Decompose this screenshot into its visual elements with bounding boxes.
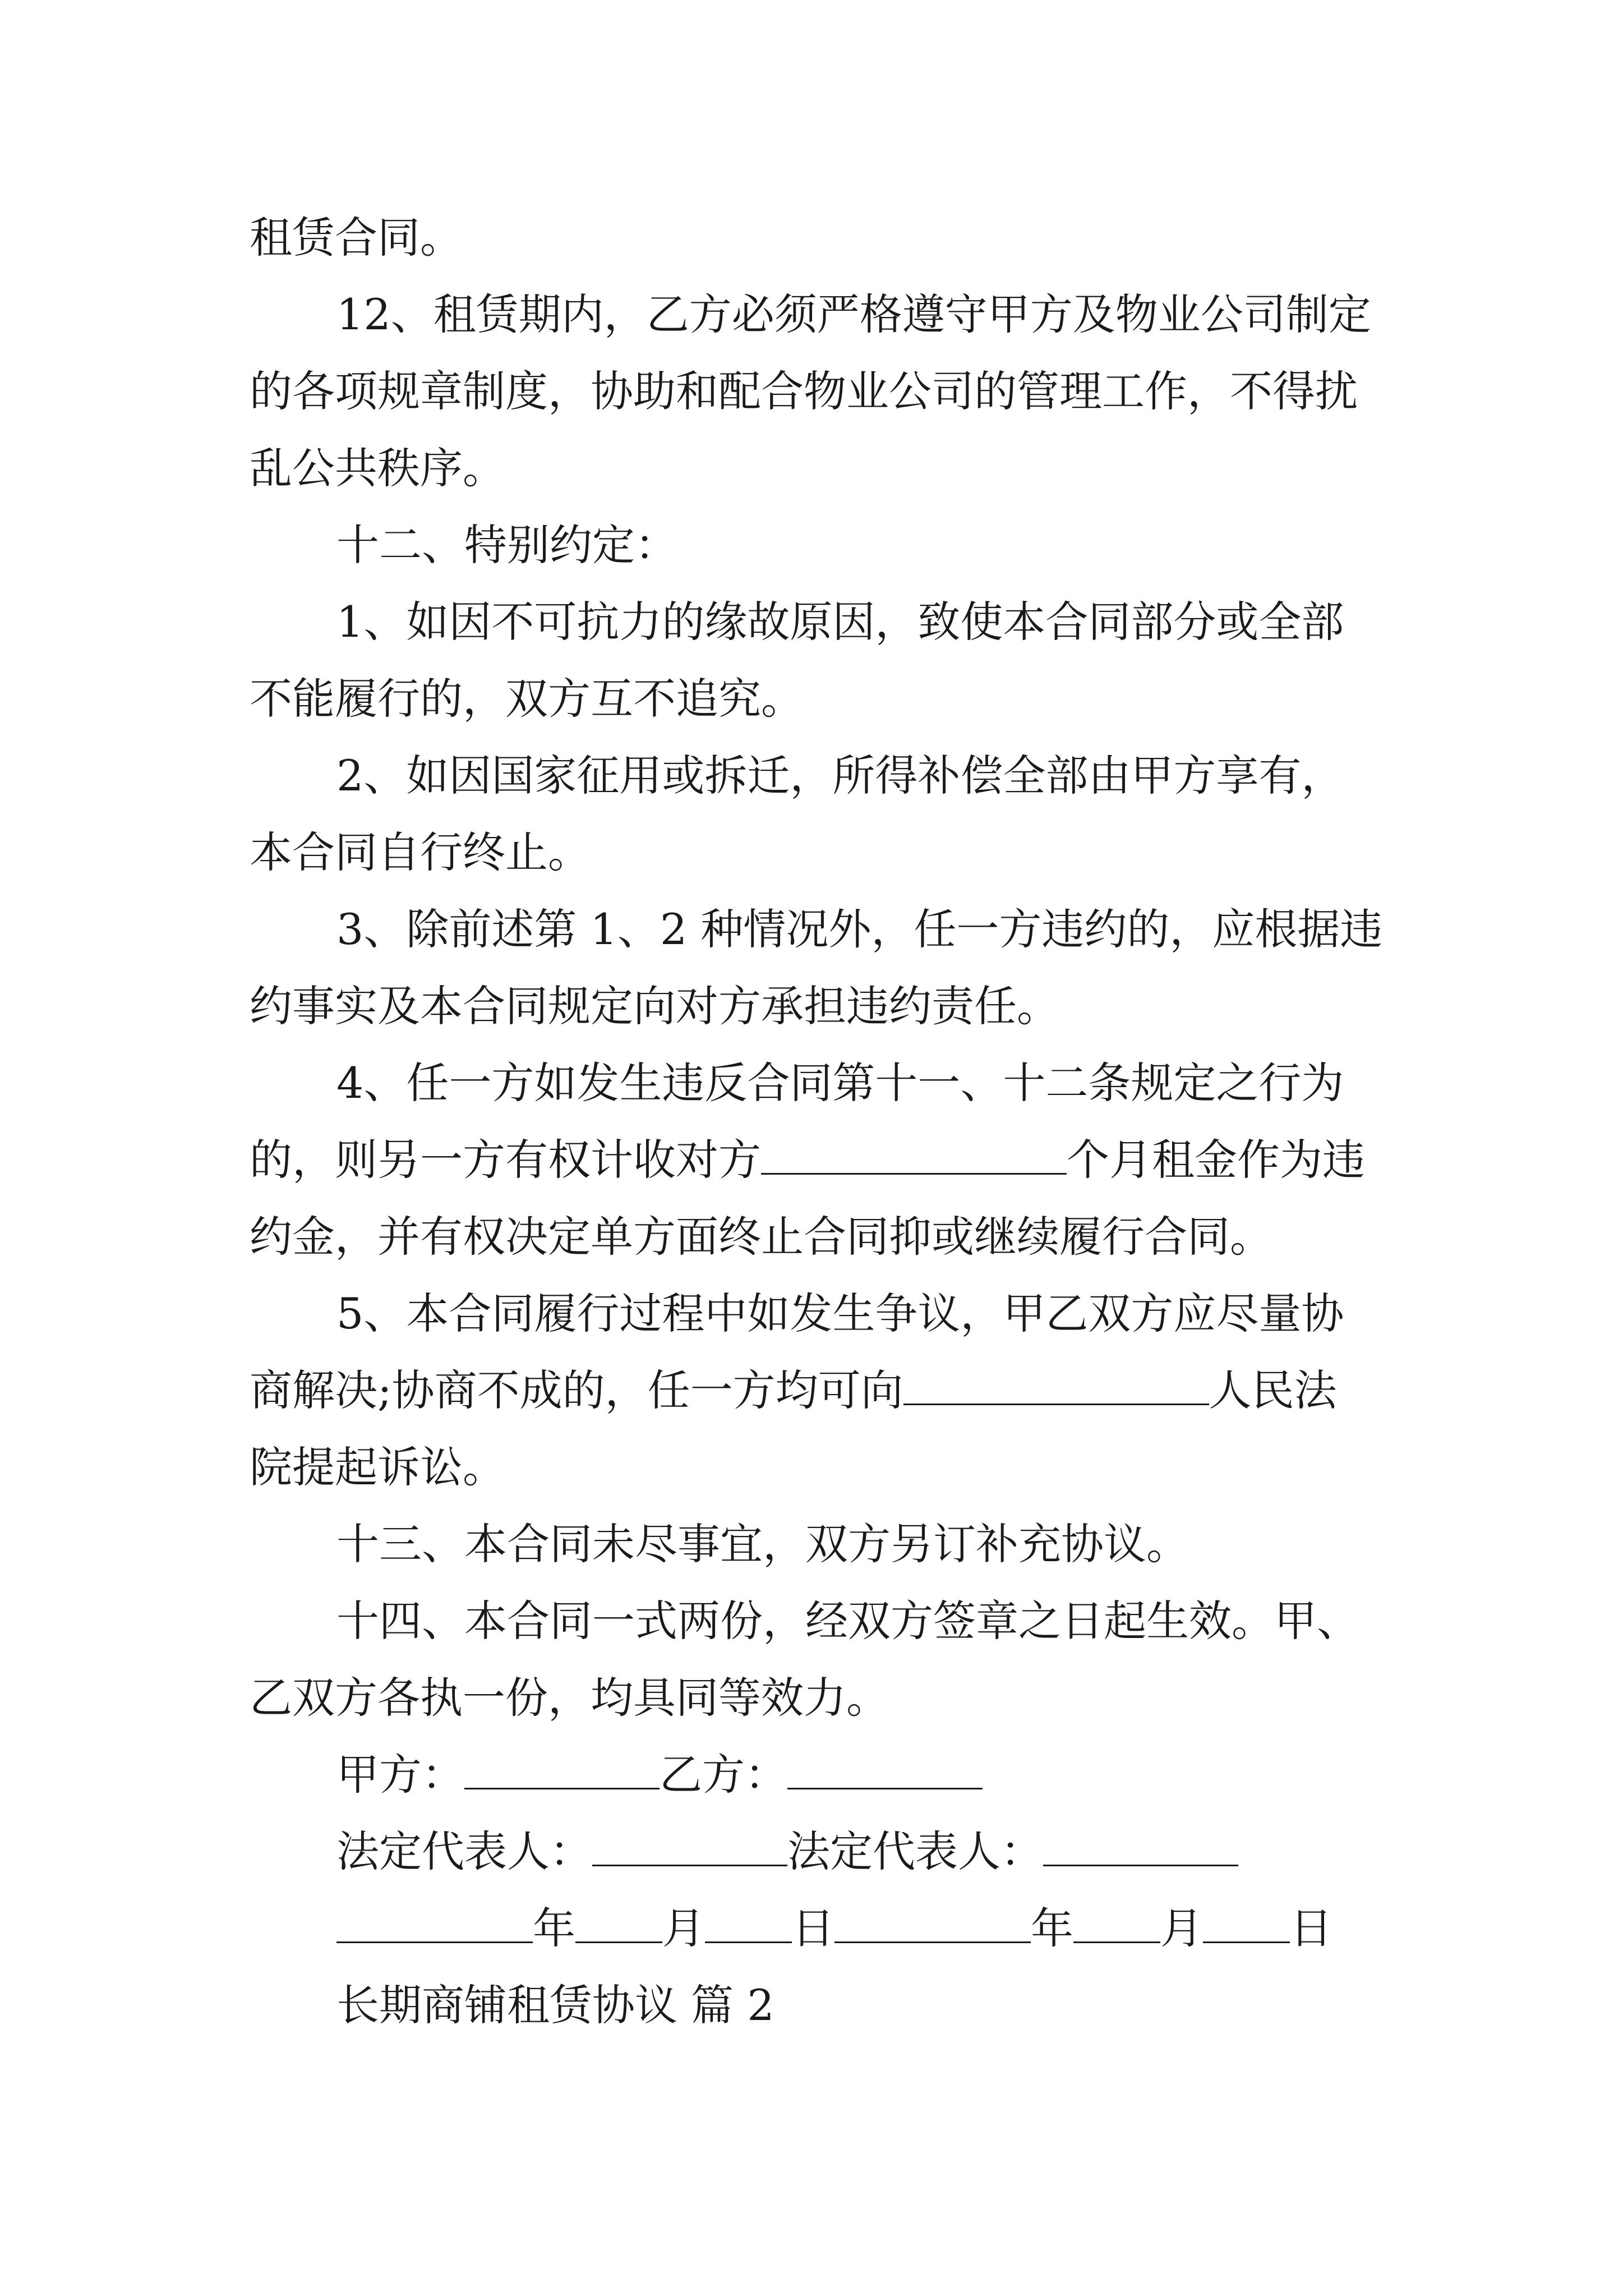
special-clause-5-line-3: 院提起诉讼。 [250, 1442, 505, 1492]
special-clause-5-line-1: 5、本合同履行过程中如发生争议，甲乙双方应尽量协 [336, 1289, 1344, 1338]
year-b-label: 年 [1031, 1903, 1073, 1953]
special-clause-1-line-2: 不能履行的，双方互不追究。 [250, 674, 804, 724]
document-body [250, 199, 1382, 2044]
party-a-blank[interactable] [464, 1743, 660, 1789]
year-b-blank[interactable] [834, 1897, 1031, 1943]
court-blank[interactable] [903, 1359, 1209, 1405]
special-clause-4-line-2 [250, 1121, 1382, 1198]
special-clause-3-line-2: 约事实及本合同规定向对方承担违约责任。 [250, 981, 1059, 1031]
section-14-line-2: 乙双方各执一份，均具同等效力。 [250, 1673, 889, 1723]
day-b-label: 日 [1290, 1903, 1332, 1953]
section-14-line-1: 十四、本合同一式两份，经双方签章之日起生效。甲、 [336, 1596, 1359, 1646]
special-clause-5-line-2 [250, 1352, 1382, 1429]
clause-12-line-1: 12、租赁期内，乙方必须严格遵守甲方及物业公司制定 [336, 289, 1371, 339]
section-13: 十三、本合同未尽事宜，双方另订补充协议。 [336, 1519, 1189, 1569]
year-a-label: 年 [533, 1903, 575, 1953]
party-b-label: 乙方： [660, 1750, 787, 1800]
month-a-label: 月 [662, 1903, 705, 1953]
party-a-label: 甲方： [336, 1750, 464, 1800]
month-a-blank[interactable] [575, 1897, 662, 1943]
month-b-blank[interactable] [1073, 1897, 1160, 1943]
special-clause-4-text-a: 的，则另一方有权计收对方 [250, 1135, 761, 1185]
special-clause-2-line-1: 2、如因国家征用或拆迁，所得补偿全部由甲方享有， [336, 751, 1344, 800]
day-a-blank[interactable] [705, 1897, 792, 1943]
signature-date-row [250, 1890, 1382, 1967]
day-a-label: 日 [792, 1903, 834, 1953]
day-b-blank[interactable] [1203, 1897, 1290, 1943]
rep-a-label: 法定代表人： [336, 1826, 592, 1876]
special-clause-5-text-b: 人民法 [1209, 1365, 1337, 1415]
rep-b-label: 法定代表人： [787, 1826, 1043, 1876]
year-a-blank[interactable] [336, 1897, 533, 1943]
signature-parties-row [250, 1736, 1382, 1813]
clause-12-line-2: 的各项规章制度，协助和配合物业公司的管理工作，不得扰 [250, 366, 1358, 416]
rep-b-blank[interactable] [1043, 1820, 1238, 1866]
next-section-heading: 长期商铺租赁协议 篇 2 [336, 1980, 774, 2030]
special-clause-3-line-1: 3、除前述第 1、2 种情况外，任一方违约的，应根据违 [336, 904, 1383, 954]
paragraph-line: 租赁合同。 [250, 213, 463, 263]
special-clause-1-line-1: 1、如因不可抗力的缘故原因，致使本合同部分或全部 [336, 597, 1344, 647]
special-clause-4-text-b: 个月租金作为违 [1067, 1135, 1365, 1185]
special-clause-2-line-2: 本合同自行终止。 [250, 827, 591, 877]
clause-12-line-3: 乱公共秩序。 [250, 443, 505, 493]
party-b-blank[interactable] [787, 1743, 983, 1789]
special-clause-4-line-3: 约金，并有权决定单方面终止合同抑或继续履行合同。 [250, 1212, 1272, 1262]
signature-reps-row [250, 1813, 1382, 1890]
special-clause-5-text-a: 商解决;协商不成的，任一方均可向 [250, 1365, 903, 1415]
months-blank[interactable] [761, 1128, 1067, 1175]
month-b-label: 月 [1160, 1903, 1203, 1953]
section-12-heading: 十二、特别约定： [336, 520, 677, 570]
rep-a-blank[interactable] [592, 1820, 787, 1866]
special-clause-4-line-1: 4、任一方如发生违反合同第十一、十二条规定之行为 [336, 1058, 1344, 1108]
